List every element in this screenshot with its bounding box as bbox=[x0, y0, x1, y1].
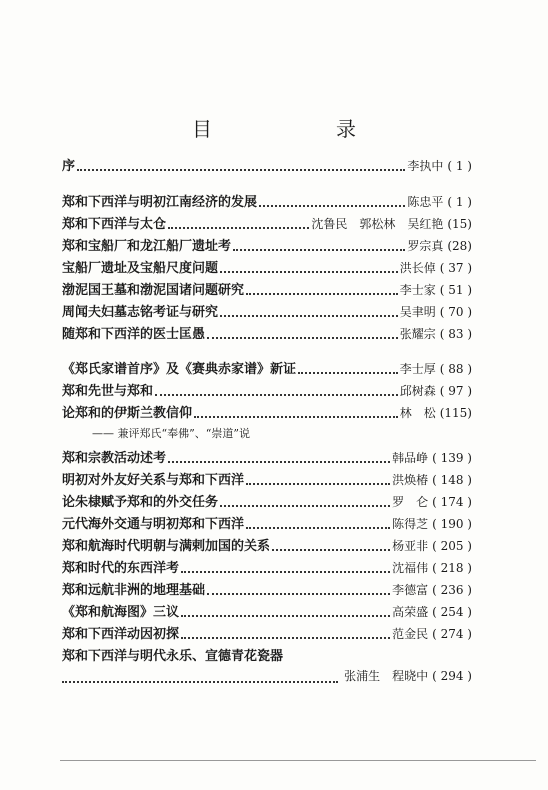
toc-entry[interactable]: 渤泥国王墓和渤泥国诸问题研究 李士家 ( 51 ) bbox=[62, 283, 472, 298]
bottom-rule bbox=[60, 760, 536, 761]
toc-subtitle: —— 兼评郑氏“奉佛”、“崇道”说 bbox=[92, 427, 250, 440]
toc-entry[interactable]: 元代海外交通与明初郑和下西洋 陈得芝 ( 190 ) bbox=[62, 517, 472, 532]
toc-entry[interactable]: 《郑和航海图》三议 高荣盛 ( 254 ) bbox=[62, 605, 472, 620]
toc-entry[interactable]: 郑和航海时代明朝与满剌加国的关系 杨亚非 ( 205 ) bbox=[62, 539, 472, 554]
toc-entry-last-title[interactable]: 郑和下西洋与明代永乐、宣德青花瓷器 bbox=[62, 649, 284, 664]
toc-entry[interactable]: 郑和远航非洲的地理基础 李德富 ( 236 ) bbox=[62, 583, 472, 598]
toc-entry[interactable]: 郑和下西洋动因初探 范金民 ( 274 ) bbox=[62, 627, 472, 642]
toc-entry[interactable]: 明初对外友好关系与郑和下西洋 洪焕椿 ( 148 ) bbox=[62, 473, 472, 488]
page-title: 目 录 bbox=[192, 117, 408, 141]
toc-entry[interactable]: 郑和宝船厂和龙江船厂遗址考 罗宗真 (28) bbox=[62, 239, 472, 254]
toc-entry[interactable]: 郑和时代的东西洋考 沈福伟 ( 218 ) bbox=[62, 561, 472, 576]
toc-entry[interactable]: 郑和宗教活动述考 韩品峥 ( 139 ) bbox=[62, 451, 472, 466]
toc-entry[interactable]: 宝船厂遗址及宝船尺度问题 洪长倬 ( 37 ) bbox=[62, 261, 472, 276]
toc-entry[interactable]: 论朱棣赋予郑和的外交任务 罗 仑 ( 174 ) bbox=[62, 495, 472, 510]
toc-entry[interactable]: 郑和先世与郑和 邱树森 ( 97 ) bbox=[62, 384, 472, 399]
toc-entry[interactable]: 郑和下西洋与明初江南经济的发展 陈忠平 ( 1 ) bbox=[62, 195, 472, 210]
toc-entry[interactable]: 周闻夫妇墓志铭考证与研究 吴聿明 ( 70 ) bbox=[62, 305, 472, 320]
toc-entry[interactable]: 郑和下西洋与太仓 沈鲁民 郭松林 吴红艳 (15) bbox=[62, 217, 472, 232]
toc-entry-last-detail[interactable]: 张浦生 程晓中 ( 294 ) bbox=[62, 667, 472, 687]
toc-entry[interactable]: 《郑氏家谱首序》及《赛典赤家谱》新证 李士厚 ( 88 ) bbox=[62, 362, 472, 377]
toc-entry[interactable]: 序 李执中 ( 1 ) bbox=[62, 159, 472, 174]
toc-entry[interactable]: 论郑和的伊斯兰教信仰 林 松 (115) bbox=[62, 406, 472, 421]
toc-entry[interactable]: 随郑和下西洋的医士匡愚 张耀宗 ( 83 ) bbox=[62, 327, 472, 342]
